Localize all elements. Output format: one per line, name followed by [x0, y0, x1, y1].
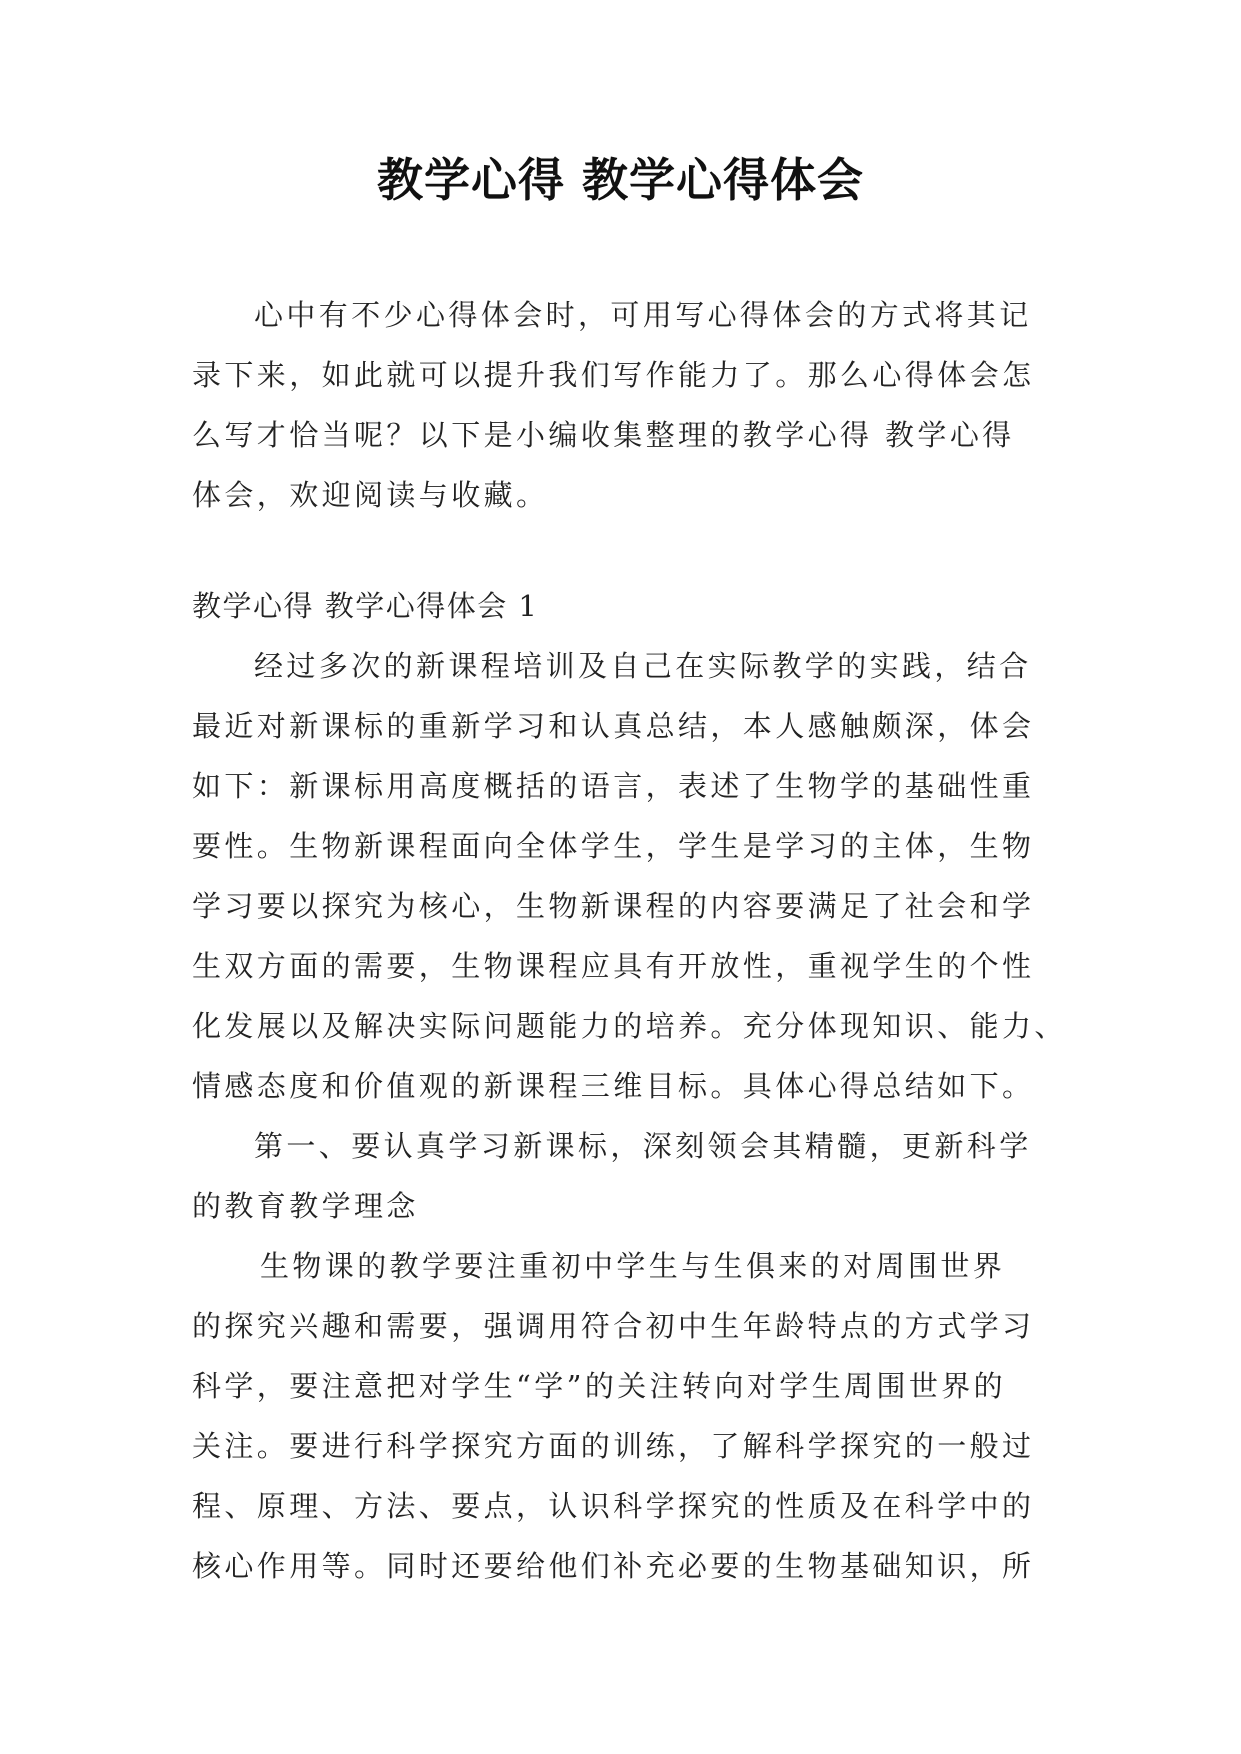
paragraph-line: 第一、要认真学习新课标，深刻领会其精髓，更新科学 [254, 1129, 1032, 1163]
paragraph-line: 的教育教学理念 [192, 1189, 419, 1223]
paragraph-line: 生物课的教学要注重初中学生与生俱来的对周围世界 [260, 1249, 1006, 1283]
paragraph-line: 经过多次的新课程培训及自己在实际教学的实践，结合 [254, 649, 1032, 683]
intro-line: 心中有不少心得体会时，可用写心得体会的方式将其记 [254, 298, 1032, 332]
paragraph-line: 生双方面的需要，生物课程应具有开放性，重视学生的个性 [192, 949, 1035, 983]
paragraph-line: 程、原理、方法、要点，认识科学探究的性质及在科学中的 [192, 1489, 1035, 1523]
paragraph-line: 核心作用等。同时还要给他们补充必要的生物基础知识，所 [192, 1549, 1035, 1583]
paragraph-line: 化发展以及解决实际问题能力的培养。充分体现知识、能力、 [192, 1009, 1067, 1043]
paragraph-line: 如下：新课标用高度概括的语言，表述了生物学的基础性重 [192, 769, 1035, 803]
intro-line: 么写才恰当呢？以下是小编收集整理的教学心得 教学心得 [192, 418, 1015, 452]
section-heading: 教学心得 教学心得体会 1 [192, 589, 539, 623]
intro-line: 体会，欢迎阅读与收藏。 [192, 478, 549, 512]
intro-line: 录下来，如此就可以提升我们写作能力了。那么心得体会怎 [192, 358, 1035, 392]
paragraph-line: 关注。要进行科学探究方面的训练，了解科学探究的一般过 [192, 1429, 1035, 1463]
paragraph-line: 科学，要注意把对学生“学”的关注转向对学生周围世界的 [192, 1369, 1007, 1403]
paragraph-line: 的探究兴趣和需要，强调用符合初中生年龄特点的方式学习 [192, 1309, 1035, 1343]
paragraph-line: 最近对新课标的重新学习和认真总结，本人感触颇深，体会 [192, 709, 1035, 743]
intro-paragraph [192, 285, 1048, 525]
paragraph-line: 学习要以探究为核心，生物新课程的内容要满足了社会和学 [192, 889, 1035, 923]
document-title: 教学心得 教学心得体会 [376, 153, 864, 207]
paragraph-line: 要性。生物新课程面向全体学生，学生是学习的主体，生物 [192, 829, 1035, 863]
section-body [192, 636, 1067, 1596]
paragraph-line: 情感态度和价值观的新课程三维目标。具体心得总结如下。 [192, 1069, 1035, 1103]
